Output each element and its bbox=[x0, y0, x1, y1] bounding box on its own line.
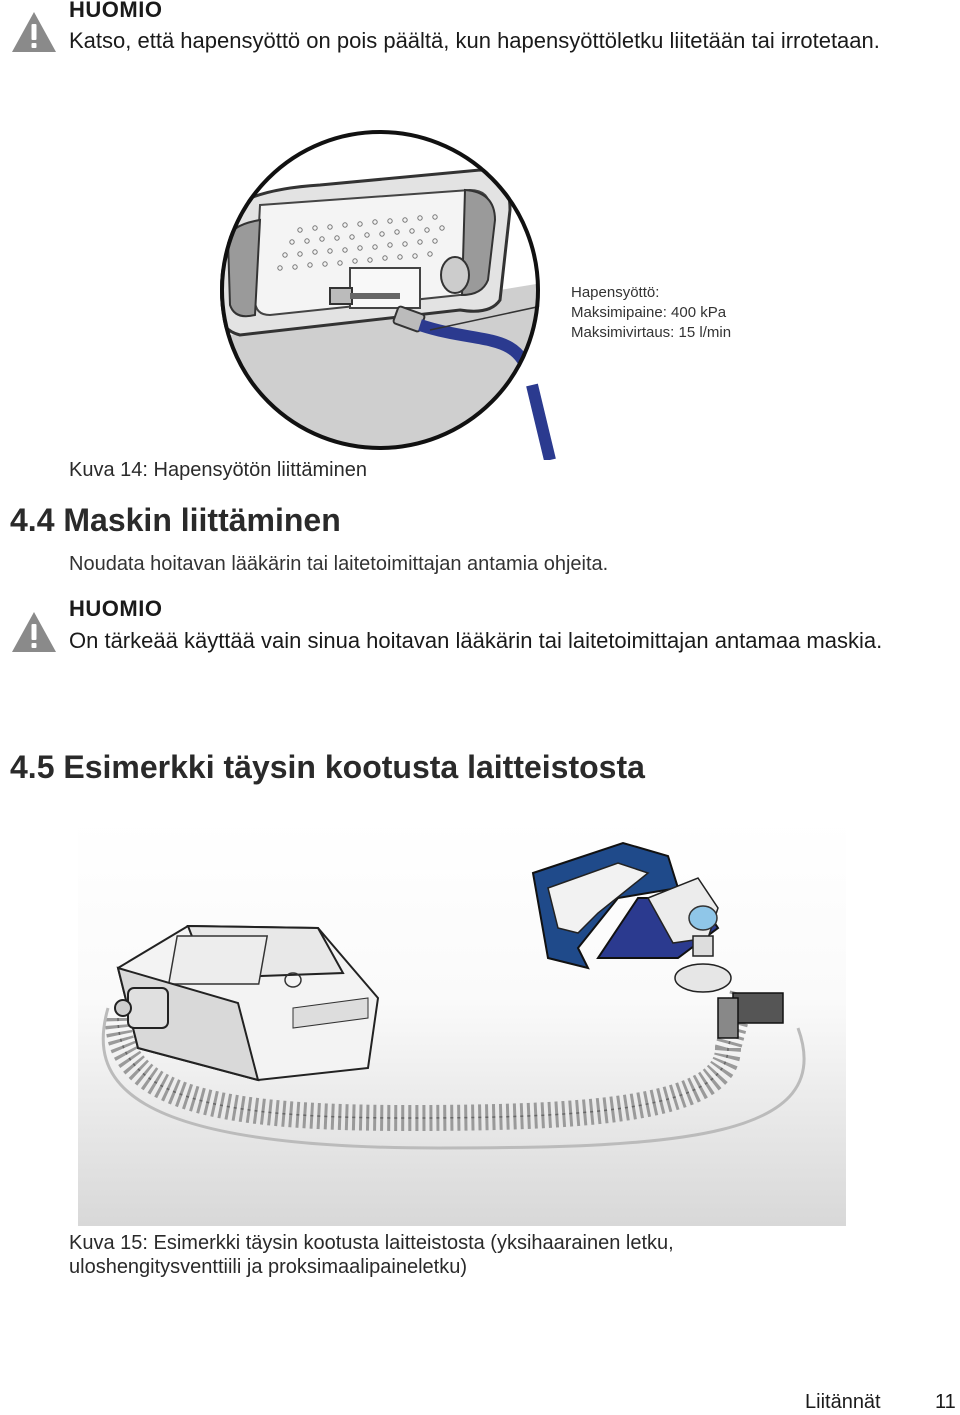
figure-14-illustration bbox=[200, 130, 560, 460]
section-4-4-heading: 4.4 Maskin liittäminen bbox=[10, 502, 341, 538]
oxygen-callout bbox=[571, 283, 731, 343]
footer-page-number: 11 bbox=[935, 1391, 956, 1413]
figure-15-caption bbox=[69, 1231, 674, 1279]
warning-title-2: HUOMIO bbox=[69, 596, 163, 621]
warning-triangle-icon bbox=[10, 8, 58, 56]
warning-text-2: On tärkeää käyttää vain sinua hoitavan lääkärin tai laitetoimittajan antamaa maskia. bbox=[69, 628, 883, 653]
warning-icon-1 bbox=[10, 8, 58, 56]
section-4-4-body: Noudata hoitavan lääkärin tai laitetoimittajan antamia ohjeita. bbox=[69, 553, 609, 575]
warning-title-1: HUOMIO bbox=[69, 0, 163, 22]
figure-15-illustration bbox=[78, 818, 846, 1226]
warning-triangle-icon bbox=[10, 608, 58, 656]
warning-text-1: Katso, että hapensyöttö on pois päältä, kun hapensyöttöletku liitetään tai irrotetaan. bbox=[69, 28, 880, 53]
section-4-5-heading: 4.5 Esimerkki täysin kootusta laitteistosta bbox=[10, 749, 645, 785]
footer-section-name: Liitännät bbox=[805, 1391, 881, 1413]
figure-14-caption: Kuva 14: Hapensyötön liittäminen bbox=[69, 459, 367, 481]
callout-line-3: Maksimivirtaus: 15 l/min bbox=[571, 324, 732, 341]
warning-icon-2 bbox=[10, 608, 58, 656]
figure-15-caption-line-1: Kuva 15: Esimerkki täysin kootusta laitteistosta (yksihaarainen letku, bbox=[69, 1232, 674, 1254]
figure-15-caption-line-2: uloshengitysventtiili ja proksimaalipaineletku) bbox=[69, 1256, 467, 1278]
callout-line-2: Maksimipaine: 400 kPa bbox=[571, 304, 727, 321]
callout-line-1: Hapensyöttö: bbox=[571, 284, 660, 301]
